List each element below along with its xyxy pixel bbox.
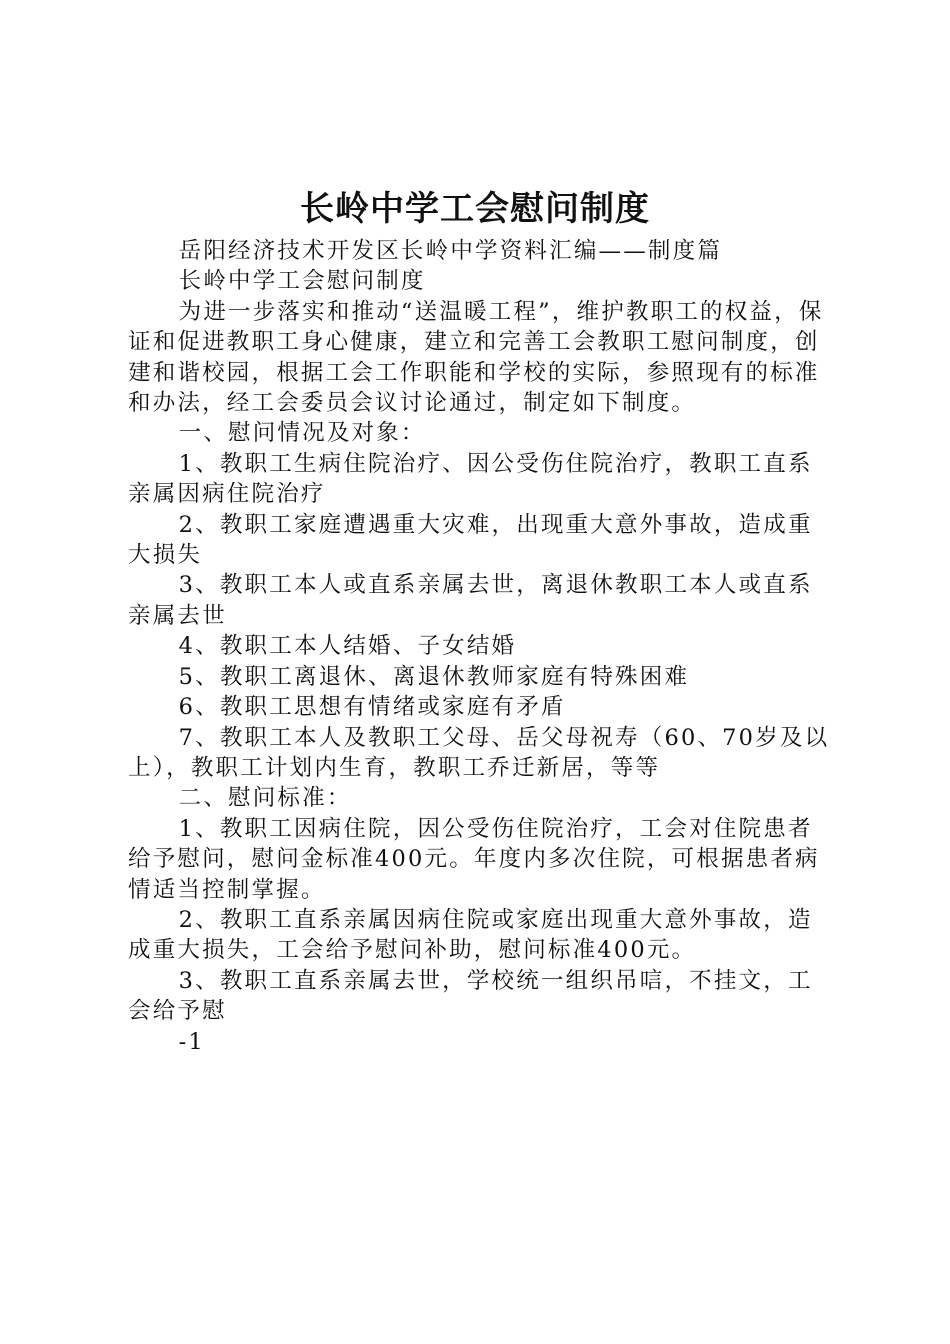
standard-item-2: 2、教职工直系亲属因病住院或家庭出现重大意外事故，造成重大损失，工会给予慰问补助，慰问标准400元。 bbox=[128, 906, 813, 964]
document-body bbox=[128, 236, 834, 1057]
standard-item-1: 1、教职工因病住院，因公受伤住院治疗，工会对住院患者给予慰问，慰问金标准400元。年度内多次住院，可根据患者病情适当控制掌握。 bbox=[128, 815, 820, 903]
recipient-item-3: 3、教职工本人或直系亲属去世，离退休教职工本人或直系亲属去世 bbox=[128, 572, 813, 629]
document-section-title: 长岭中学工会慰问制度 bbox=[178, 268, 426, 295]
recipient-item-6: 6、教职工思想有情绪或家庭有矛盾 bbox=[178, 694, 566, 721]
recipient-item-5: 5、教职工离退休、离退休教师家庭有特殊困难 bbox=[178, 663, 690, 690]
section-heading-recipients: 一、慰问情况及对象： bbox=[178, 420, 426, 447]
standard-item-3: 3、教职工直系亲属去世，学校统一组织吊唁，不挂文，工会给予慰 bbox=[128, 967, 813, 1025]
recipient-item-4: 4、教职工本人结婚、子女结婚 bbox=[178, 633, 517, 660]
recipient-item-1: 1、教职工生病住院治疗、因公受伤住院治疗，教职工直系亲属因病住院治疗 bbox=[128, 450, 813, 508]
document-title: 长岭中学工会慰问制度 bbox=[300, 189, 650, 229]
recipient-item-7: 7、教职工本人及教职工父母、岳父母祝寿（60、70岁及以上），教职工计划内生育，教职工乔迁新居，等等 bbox=[128, 724, 830, 781]
intro-paragraph: 为进一步落实和推动“送温暖工程”，维护教职工的权益，保证和促进教职工身心健康，建立和完善工会教职工慰问制度，创建和谐校园，根据工会工作职能和学校的实际，参照现有的标准和办法，经工会委员会议讨论通过，制定如下制度。 bbox=[128, 298, 824, 417]
recipient-item-2: 2、教职工家庭遭遇重大灾难，出现重大意外事故，造成重大损失 bbox=[128, 511, 813, 569]
page-number: -1 bbox=[178, 1028, 205, 1055]
section-heading-standards: 二、慰问标准： bbox=[178, 785, 352, 812]
document-subtitle: 岳阳经济技术开发区长岭中学资料汇编——制度篇 bbox=[178, 238, 723, 264]
